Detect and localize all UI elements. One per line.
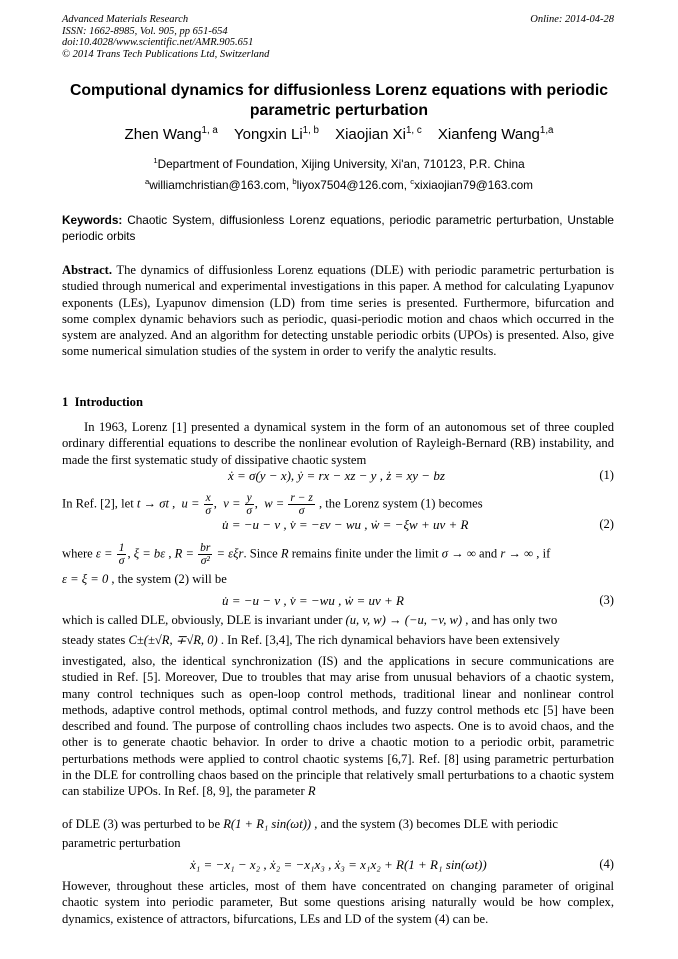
- fraction: $\frac{br}{\text{σ²}}$: [200, 542, 211, 567]
- text-run: , and the system (3) becomes DLE with periodic: [311, 817, 559, 831]
- keywords: [62, 213, 614, 244]
- abstract-label: Abstract.: [62, 263, 113, 277]
- text-run: . Since: [243, 546, 281, 561]
- journal-header: [62, 14, 269, 60]
- equation-2: u̇ = −u − v , v̇ = −εv − wu , ẇ = −ξw + uv + R: [222, 517, 469, 532]
- journal-name: Advanced Materials Research: [62, 14, 189, 25]
- section-title: Introduction: [74, 395, 143, 409]
- author: [125, 126, 218, 143]
- text-run: , if: [533, 546, 551, 561]
- section-number: 1: [62, 395, 69, 409]
- email-link[interactable]: liyox7504@126.com,: [296, 178, 411, 192]
- author-name: Yongxin Li: [233, 126, 303, 143]
- copyright: © 2014 Trans Tech Publications Ltd, Switzerland: [62, 48, 270, 60]
- math-inline: C±(±√R, ∓√R, 0): [128, 633, 218, 647]
- eps-line: [62, 572, 614, 587]
- intro-paragraph-1: In 1963, Lorenz [1] presented a dynamical system in the form of an autonomous set of three coupled ordinary differential equations to describe the nonlinear evolution of Rayleigh-Bernard (RB) instability, and made the first systematic study of dissipative chaotic system: [62, 420, 614, 467]
- email-link[interactable]: xixiaojian79@163.com: [414, 178, 533, 192]
- author-name: Xiaojian Xi: [335, 126, 406, 143]
- author-name: Xianfeng Wang: [437, 126, 540, 143]
- equation-3: u̇ = −u − v , v̇ = −wu , ẇ = uv + R: [222, 593, 404, 608]
- email-sup: b: [292, 177, 297, 187]
- fraction: $\frac{r - z}{\sigma}$: [290, 492, 313, 517]
- keywords-label: Keywords:: [62, 213, 123, 227]
- equation-4: ẋ₁ = −x₁ − x₂ , ẋ₂ = −x₁x₃ , ẋ₃ = x₁x₂ + R(1 + R₁ sin(ωt)): [190, 857, 487, 872]
- math-inline: (u, v, w) → (−u, −v, w): [345, 613, 463, 627]
- text-run: , and has only two: [462, 613, 558, 627]
- affiliation-sup: 1: [153, 156, 158, 166]
- math-inline: R: [280, 546, 289, 561]
- affiliation-text: Department of Foundation, Xijing University, Xi'an, 710123, P.R. China: [157, 157, 525, 171]
- email-sup: c: [410, 177, 415, 187]
- author-sup: 1, c: [405, 125, 422, 136]
- text-run: , the Lorenz system (1) becomes: [315, 496, 483, 511]
- math-inline: R(1 + R₁ sin(ωt)): [223, 817, 312, 831]
- affiliation: [0, 157, 678, 171]
- equation-number: (3): [599, 593, 614, 607]
- perturb-line: [62, 817, 614, 832]
- abstract-text: The dynamics of diffusionless Lorenz equations (DLE) with periodic parametric perturbation is studied through numerical and experimental investigations in this paper. A method for calculating Lyapunov exponents (LEs), Lyapunov dimension (LD) from time series is presented. Furthermore, bifurcation and some complex dynamic behaviors such as periodic, quasi-periodic motion and chaos which occurred in the system are analyzed. And an algorithm for detecting unstable periodic orbits (UPOs) is presented. Also, give some numerical simulation studies of the system in order to verify the analytic results.: [62, 263, 614, 359]
- abstract: [62, 262, 614, 360]
- where-line: where ε = $\frac{1}{\sigma}$ , ξ = bε , R = $\frac{br}{\text{σ²}}$ = εξr. Since R remains finite under the limit σ → ∞ and r → ∞ , if: [62, 542, 551, 567]
- ref2-line: In Ref. [2], let t → σt , u = $\frac{x}{\sigma}$ , v = $\frac{y}{\sigma}$ , w = $\frac{r - z}{\sigma}$ , the Lorenz system (1) becomes: [62, 492, 483, 517]
- text-run: . In Ref. [3,4], The rich dynamical behaviors have been extensively: [217, 633, 560, 647]
- intro-paragraph-2: investigated, also, the identical synchronization (IS) and the applications in secure communications are studied in Ref. [5]. Moreover, Due to troubles that may arise from unusual behaviors of a chaotic system, many control techniques such as open-loop control methods, traditional linear and nonlinear control methods, adaptive control methods, optimal control methods, and fuzzy control methods etc [5] have been described and found. The purpose of controlling chaos includes two aspects. One is to avoid chaos, and the other is to generate chaotic behavior. In order to drive a chaotic motion to a periodic orbit, parametric perturbations methods were applied to control chaotic systems [6,7]. Ref. [8] using parametric perturbation in the DLE for controlling chaos based on the principle that relatively small perturbations to a chaotic system can stabilize UPOs. In Ref. [8, 9], the parameter R: [62, 654, 614, 799]
- author-sup: 1, b: [302, 125, 319, 136]
- author-sup: 1, a: [201, 125, 218, 136]
- issn: ISSN: 1662-8985, Vol. 905, pp 651-654: [62, 25, 228, 37]
- fraction: $\frac{1}{\sigma}$: [118, 542, 125, 567]
- perturb-end: parametric perturbation: [62, 836, 181, 850]
- intro-paragraph-3: However, throughout these articles, most of them have concentrated on changing parameter of original chaotic system into periodic parameter, But some questions arising naturally would be how complex, dynamics, existence of attractors, bifurcations, LEs and LD of the system (4) can be.: [62, 879, 614, 926]
- online-date: Online: 2014-04-28: [530, 14, 614, 25]
- text-run: which is called DLE, obviously, DLE is invariant under: [62, 613, 346, 627]
- equation-number: (1): [599, 468, 614, 482]
- text-run: steady states: [62, 633, 129, 647]
- equation-number: (2): [599, 517, 614, 531]
- doi: doi:10.4028/www.scientific.net/AMR.905.651: [62, 37, 254, 48]
- dle-line-2: [62, 632, 614, 648]
- fraction: $\frac{x}{\sigma}$: [205, 492, 212, 517]
- fraction: $\frac{y}{\sigma}$: [246, 492, 253, 517]
- author: [438, 126, 554, 143]
- author: [335, 126, 422, 143]
- text-run: and: [475, 546, 501, 561]
- math-inline: t → σt: [136, 496, 169, 511]
- author-sup: 1,a: [539, 125, 554, 136]
- text-run: , the system (2) will be: [108, 572, 227, 586]
- dle-line-1: [62, 613, 614, 628]
- text-run: where: [62, 546, 96, 561]
- equation-1: ẋ = σ(y − x), ẏ = rx − xz − y , ż = xy − bz: [228, 468, 445, 483]
- text-run: In Ref. [2], let: [62, 496, 137, 511]
- author-list: [0, 126, 678, 143]
- math-inline: ε = ξ = 0: [62, 572, 109, 586]
- text-run: investigated, also, the identical synchronization (IS) and the applications in secure communications are studied in Ref. [5]. Moreover, Due to troubles that may arise from unusual behaviors of a chaotic system, many control techniques such as open-loop control methods, traditional linear and nonlinear control methods, adaptive control methods, optimal control methods, and fuzzy control methods etc [5] have been described and found. The purpose of controlling chaos includes two aspects. One is to avoid chaos, and the other is to generate chaotic behavior. In order to drive a chaotic motion to a periodic orbit, parametric perturbations methods were applied to control chaotic systems [6,7]. Ref. [8] using parametric perturbation in the DLE for controlling chaos based on the principle that relatively small perturbations to a chaotic system can stabilize UPOs. In Ref. [8, 9], the parameter: [62, 654, 614, 799]
- author-name: Zhen Wang: [124, 126, 202, 143]
- paper-title: Computional dynamics for diffusionless Lorenz equations with periodic parametric perturbation: [69, 82, 609, 119]
- section-heading: [62, 395, 143, 410]
- text-run: remains finite under the limit: [288, 546, 442, 561]
- email-link[interactable]: williamchristian@163.com,: [149, 178, 293, 192]
- email-list: [0, 178, 678, 192]
- author: [234, 126, 319, 143]
- text-run: of DLE (3) was perturbed to be: [62, 817, 224, 831]
- math-inline: σ → ∞: [441, 546, 476, 561]
- math-inline: r → ∞: [500, 546, 534, 561]
- keywords-text: Chaotic System, diffusionless Lorenz equations, periodic parametric perturbation, Unstable periodic orbits: [62, 213, 614, 243]
- equation-number: (4): [599, 857, 614, 871]
- email-sup: a: [145, 177, 150, 187]
